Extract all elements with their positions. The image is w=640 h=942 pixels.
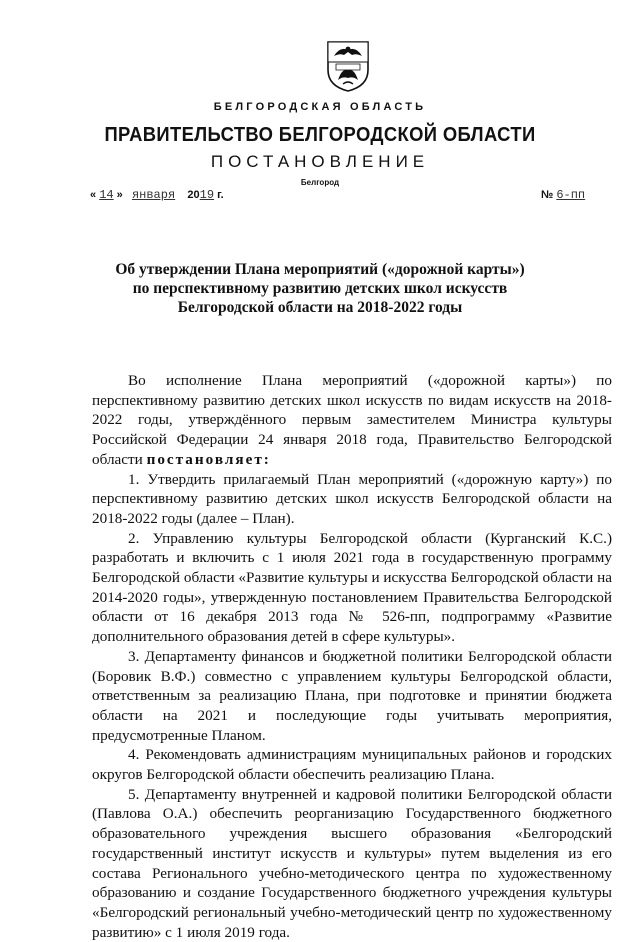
decree-body — [92, 371, 612, 942]
resolves-word: постановляет: — [146, 450, 271, 468]
paragraph-3: 3. Департаменту финансов и бюджетной политики Белгородской области (Боровик В.Ф.) совместно с управлением культуры Белгородской области, ответственным за реализацию Плана, при подготовке и принятии бюджета области на 2021 и последующие годы учитывать мероприятия, предусмотренные Планом. — [92, 647, 612, 744]
number-value: 6-пп — [556, 188, 586, 202]
date-month: января — [131, 188, 176, 202]
coat-of-arms-emblem — [326, 40, 370, 92]
date-close-quote: » — [116, 189, 123, 201]
decree-number — [541, 188, 585, 202]
city-name: Белгород — [300, 178, 340, 187]
paragraph-5: 5. Департаменту внутренней и кадровой политики Белгородской области (Павлова О.А.) обеспечить реорганизацию Государственного бюджетного образовательного учреждения высшего образования «Белгородский государственный институт искусств и культуры» путем выделения из его состава Регионального учебно-методического центра по художественному образованию и создание Государственного бюджетного учреждения культуры «Белгородский региональный учебно-методический центр по художественному развитию» с 1 июля 2019 года. — [92, 785, 612, 941]
intro-text: Во исполнение Плана мероприятий («дорожной карты») по перспективному развитию детских школ искусств по видам искусств на 2018-2022 годы, утверждённого первым заместителем Министра культуры Российской Федерации 24 января 2018 года, Правительство Белгородской области — [92, 372, 612, 468]
title-line-2: по перспективному развитию детских школ искусств — [132, 280, 508, 297]
paragraph-1: 1. Утвердить прилагаемый План мероприятий («дорожную карту») по перспективному развитию детских школ искусств Белгородской области на 2018-2022 годы (далее – План). — [92, 470, 612, 527]
date-year-unit: г. — [217, 189, 224, 201]
region-name: БЕЛГОРОДСКАЯ ОБЛАСТЬ — [213, 101, 427, 113]
paragraph-4: 4. Рекомендовать администрациям муниципальных районов и городских округов Белгородской области обеспечить реализацию Плана. — [92, 746, 612, 784]
decree-title — [0, 260, 640, 317]
government-title: ПРАВИТЕЛЬСТВО БЕЛГОРОДСКОЙ ОБЛАСТИ — [104, 124, 536, 146]
intro-paragraph — [92, 371, 612, 470]
document-type: ПОСТАНОВЛЕНИЕ — [210, 152, 430, 171]
decree-date — [90, 188, 224, 202]
date-year-prefix: 20 — [187, 189, 200, 201]
date-year-suffix: 19 — [199, 188, 215, 202]
title-line-3: Белгородской области на 2018-2022 годы — [177, 299, 463, 316]
title-line-1: Об утверждении Плана мероприятий («дорожной карты») — [115, 261, 525, 278]
paragraph-2: 2. Управлению культуры Белгородской области (Курганский К.С.) разработать и включить с 1 июля 2021 года в государственную программу Белгородской области «Развитие культуры и искусства Белгородской области на 2014-2020 годы», утвержденную постановлением Правительства Белгородской области от 16 декабря 2013 года № 526-пп, подпрограмму «Развитие дополнительного образования детей в сфере культуры». — [92, 529, 612, 646]
date-day: 14 — [99, 188, 114, 202]
number-label: № — [541, 189, 554, 201]
date-open-quote: « — [90, 189, 97, 201]
